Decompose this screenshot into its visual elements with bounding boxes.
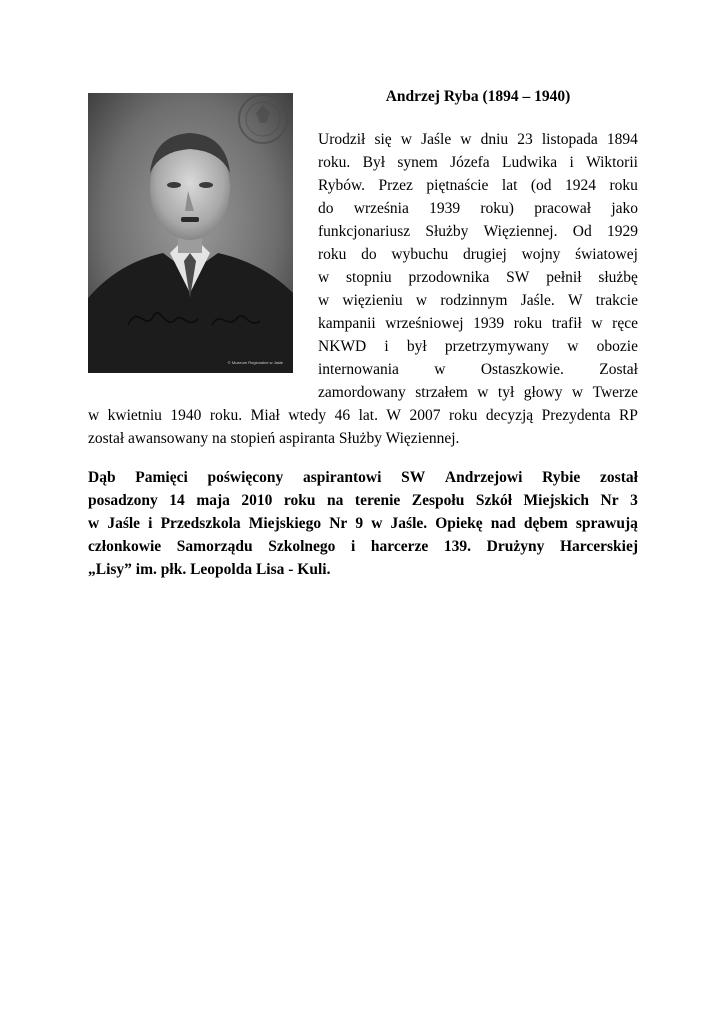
bio-line: funkcjonariusz Służby Więziennej. Od 1929 xyxy=(318,223,638,240)
oak-line: w Jaśle i Przedszkola Miejskiego Nr 9 w Jaśle. Opiekę nad dębem sprawują xyxy=(88,515,638,532)
bio-line: w więzieniu w rodzinnym Jaśle. W trakcie xyxy=(318,292,638,309)
bio-line: w stopniu przodownika SW pełnił służbę xyxy=(318,269,638,286)
oak-line: posadzony 14 maja 2010 roku na terenie Zespołu Szkół Miejskich Nr 3 xyxy=(88,492,638,509)
bio-line: do września 1939 roku) pracował jako xyxy=(318,200,638,217)
bio-line: został awansowany na stopień aspiranta Służby Więziennej. xyxy=(88,430,460,447)
bio-line: roku. Był synem Józefa Ludwika i Wiktorii xyxy=(318,154,638,171)
bio-line: kampanii wrześniowej 1939 roku trafił w ręce xyxy=(318,315,638,332)
photo-credit: © Muzeum Regionalne w Jaśle xyxy=(227,360,283,365)
oak-line: Dąb Pamięci poświęcony aspirantowi SW Andrzejowi Rybie został xyxy=(88,469,638,486)
page-title: Andrzej Ryba (1894 – 1940) xyxy=(385,88,571,105)
bio-line: NKWD i był przetrzymywany w obozie xyxy=(318,338,638,355)
oak-line: „Lisy” im. płk. Leopolda Lisa - Kuli. xyxy=(88,561,331,578)
bio-line: internowania w Ostaszkowie. Został xyxy=(318,361,638,378)
bio-line: w kwietniu 1940 roku. Miał wtedy 46 lat. W 2007 roku decyzją Prezydenta RP xyxy=(88,407,638,424)
portrait-photo xyxy=(88,93,293,373)
bio-line: zamordowany strzałem w tył głowy w Twerze xyxy=(318,384,638,401)
bio-line: Rybów. Przez piętnaście lat (od 1924 roku xyxy=(318,177,638,194)
bio-line: roku do wybuchu drugiej wojny światowej xyxy=(318,246,638,263)
oak-line: członkowie Samorządu Szkolnego i harcerze 139. Drużyny Harcerskiej xyxy=(88,538,638,555)
portrait-image xyxy=(88,93,293,373)
bio-line: Urodził się w Jaśle w dniu 23 listopada 1894 xyxy=(318,131,638,148)
